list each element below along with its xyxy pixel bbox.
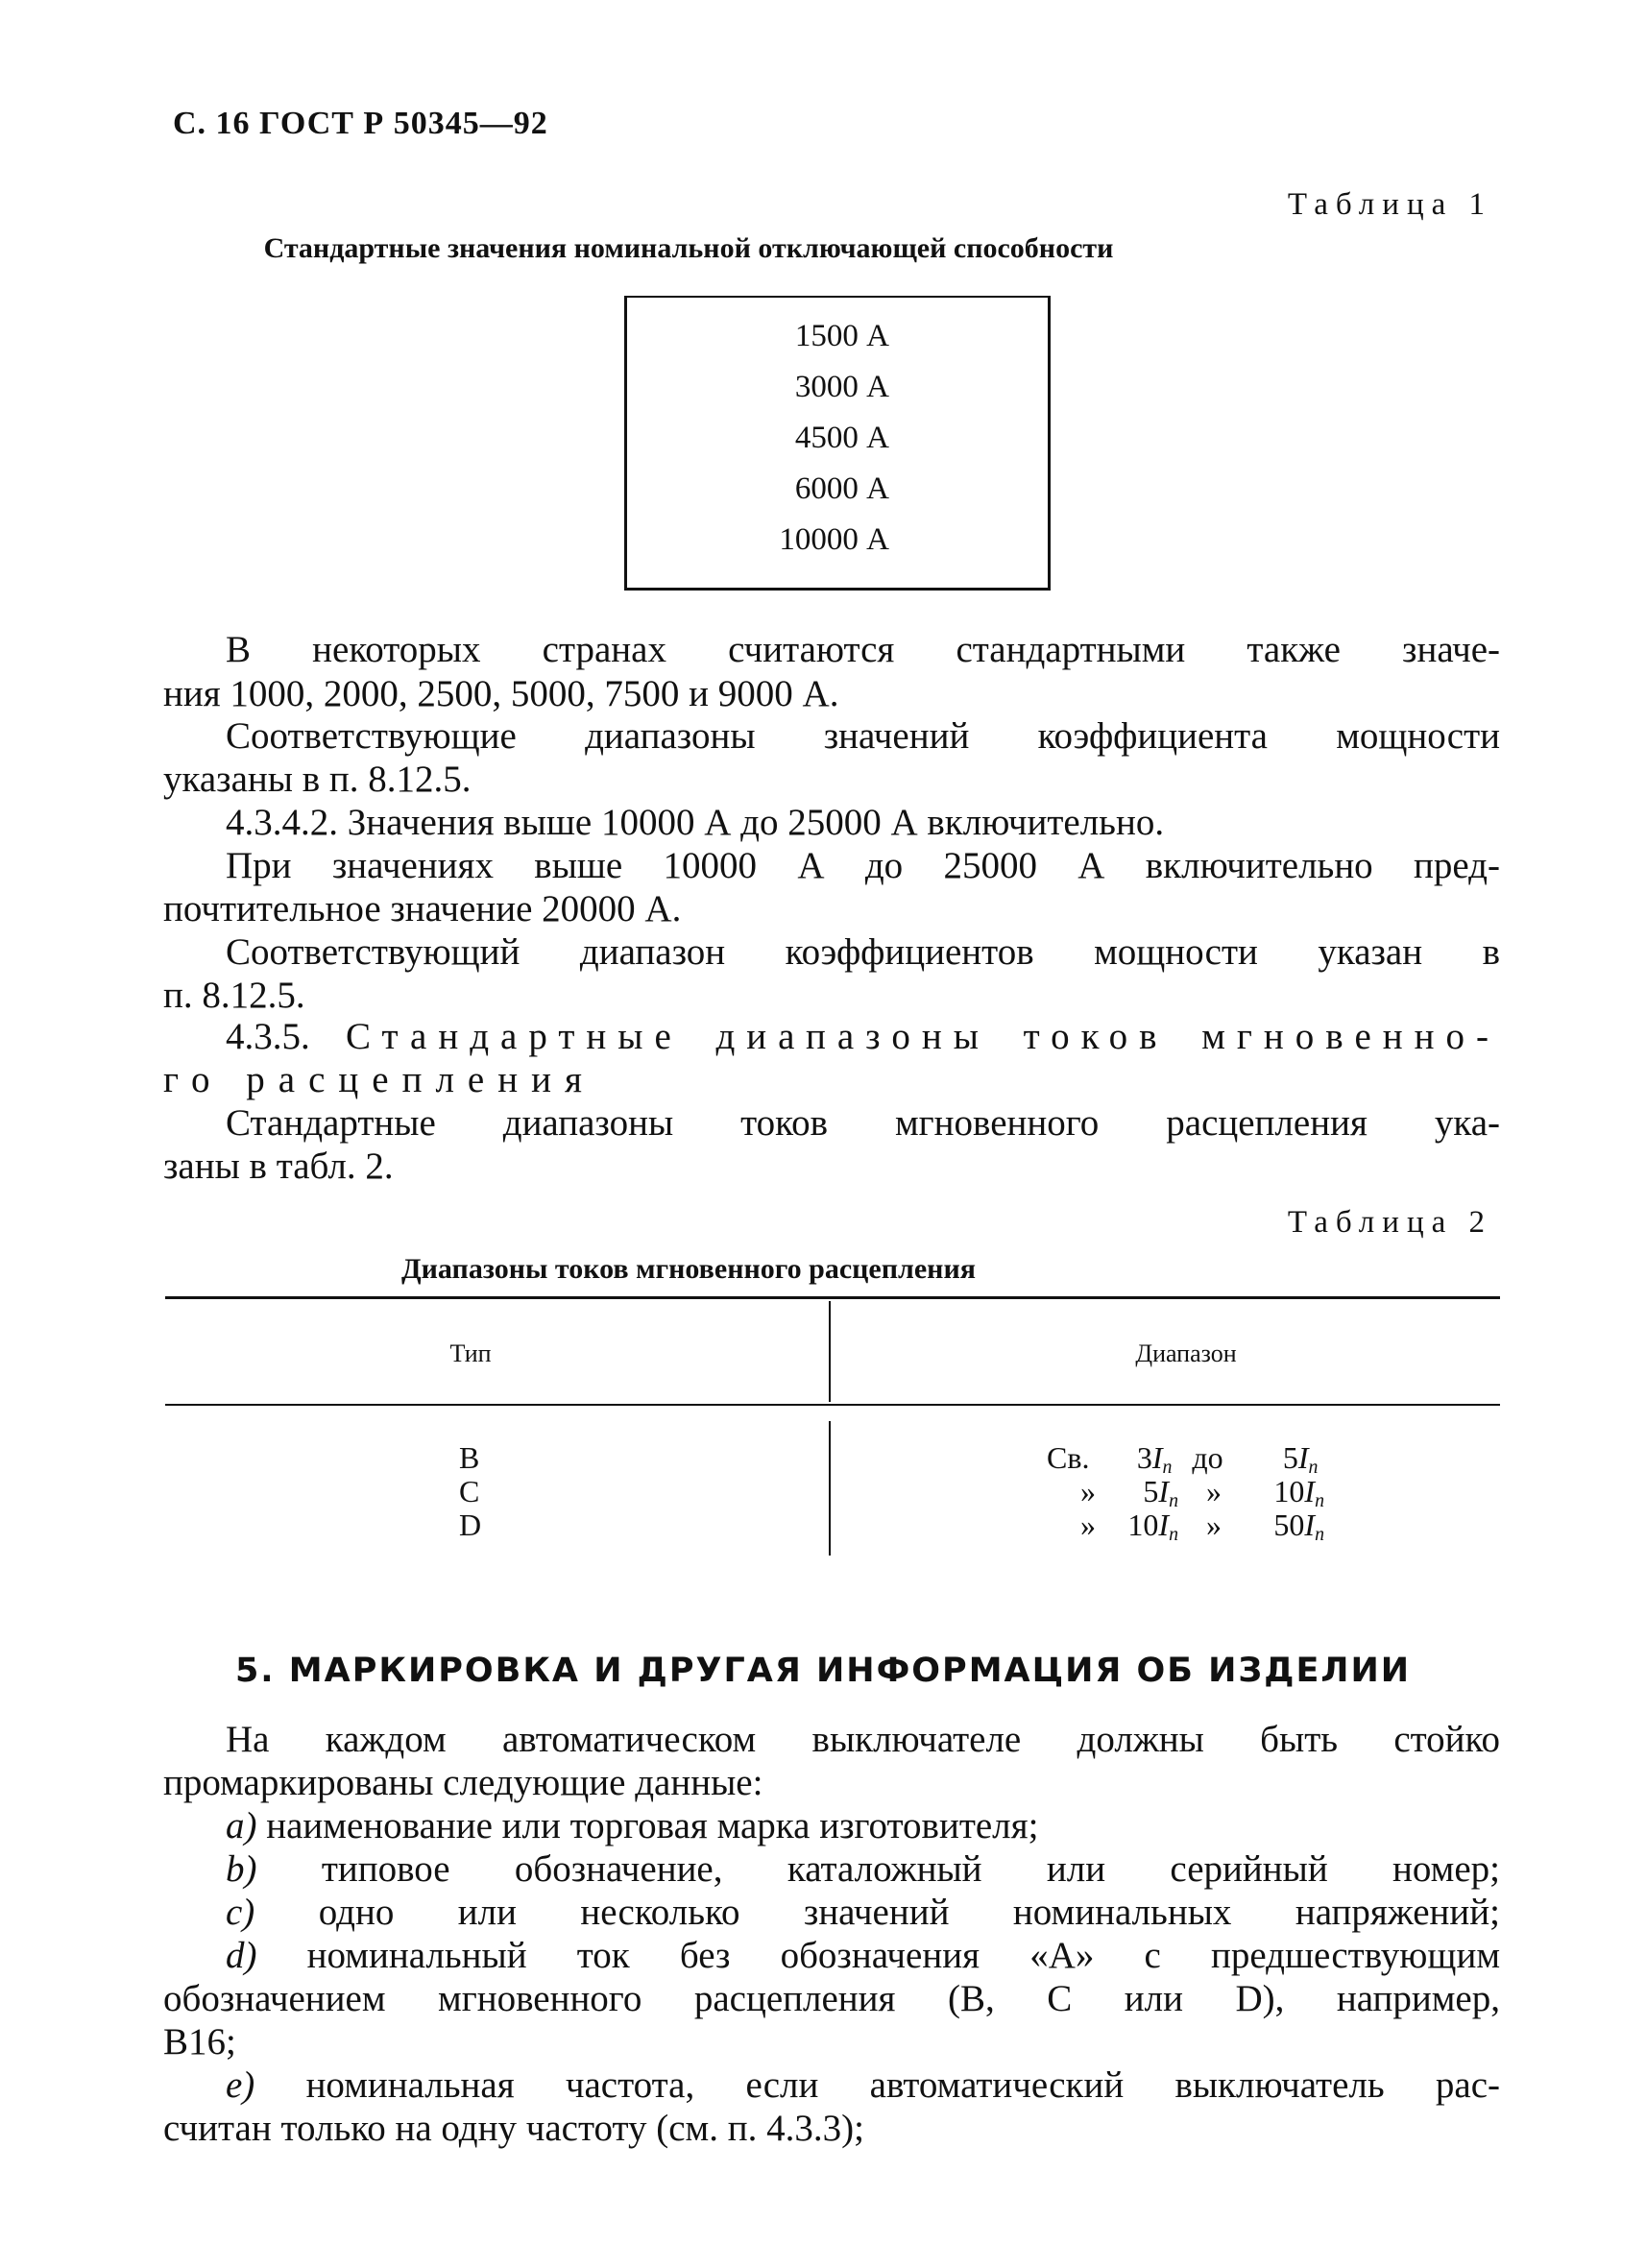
table1-value: 1500 А [794,319,889,353]
table2-range-cell: » $5I_n$ » $10I_n$ [1080,1474,1324,1511]
paragraph-line: В некоторых странах считаются стандартными также значе- [226,629,1500,670]
table1-value: 6000 А [794,471,889,506]
list-item-a: a) наименование или торговая марка изготовителя; [226,1805,1039,1846]
paragraph-line: Соответствующий диапазон коэффициентов мощности указан в [226,931,1500,973]
table2-title: Диапазоны токов мгновенного расцепления [401,1253,976,1285]
list-item-e-cont: считан только на одну частоту (см. п. 4.3.3); [163,2108,864,2149]
paragraph-line: Соответствующие диапазоны значений коэффициента мощности [226,715,1500,757]
table2-column-divider [829,1301,831,1402]
table2-type-cell: D [459,1508,482,1542]
subsection-title: Стандартные диапазоны токов мгновенно- [346,1016,1500,1057]
table2-top-rule [165,1296,1500,1299]
table1-box [624,296,1051,591]
paragraph-line: почтительное значение 20000 А. [163,888,682,929]
paragraph-line: Стандартные диапазоны токов мгновенного расцепления ука- [226,1102,1500,1144]
page-header: С. 16 ГОСТ Р 50345—92 [173,106,548,141]
table1-value: 3000 А [794,370,889,404]
list-item-d-cont: B16; [163,2021,236,2063]
table2-type-cell: C [459,1474,480,1508]
list-item-b: b) типовое обозначение, каталожный или серийный номер; [226,1848,1501,1890]
paragraph-line: заны в табл. 2. [163,1146,394,1187]
paragraph-line: п. 8.12.5. [163,975,305,1016]
paragraph-line: При значениях выше 10000 А до 25000 А включительно пред- [226,845,1500,886]
section-title: 5. МАРКИРОВКА И ДРУГАЯ ИНФОРМАЦИЯ ОБ ИЗДЕЛИИ [234,1652,1412,1690]
list-item-d-cont: обозначением мгновенного расцепления (B, C или D), например, [163,1978,1500,2019]
table2-caption: Таблица 2 [1287,1205,1492,1240]
list-item-e: e) номинальная частота, если автоматический выключатель рас- [226,2064,1500,2106]
subsection-title: го расцепления [163,1059,595,1100]
table1-value: 10000 А [779,522,889,557]
table2-header-rule [165,1404,1500,1406]
table1-value: 4500 А [794,421,889,455]
table2-header-range: Диапазон [1135,1339,1237,1367]
table1-title: Стандартные значения номинальной отключающей способности [263,232,1114,264]
table2-range-cell: » $10I_n$ » $50I_n$ [1080,1508,1324,1545]
paragraph-line: ния 1000, 2000, 2500, 5000, 7500 и 9000 А. [163,673,839,714]
list-item-c: c) одно или несколько значений номинальных напряжений; [226,1892,1500,1933]
table2-column-divider [829,1421,831,1556]
table2-header-type: Тип [449,1339,492,1367]
table2-type-cell: B [459,1440,480,1475]
subsection-number: 4.3.5. [226,1016,310,1057]
table1-caption: Таблица 1 [1287,187,1492,222]
paragraph-line: На каждом автоматическом выключателе должны быть стойко [226,1719,1500,1760]
list-item-d: d) номинальный ток без обозначения «А» с предшествующим [226,1935,1500,1976]
paragraph-line: 4.3.4.2. Значения выше 10000 А до 25000 А включительно. [226,802,1165,843]
paragraph-line: промаркированы следующие данные: [163,1762,763,1803]
paragraph-line: указаны в п. 8.12.5. [163,759,472,800]
table2-range-cell: Св. $3I_n$ до $5I_n$ [1047,1440,1319,1478]
